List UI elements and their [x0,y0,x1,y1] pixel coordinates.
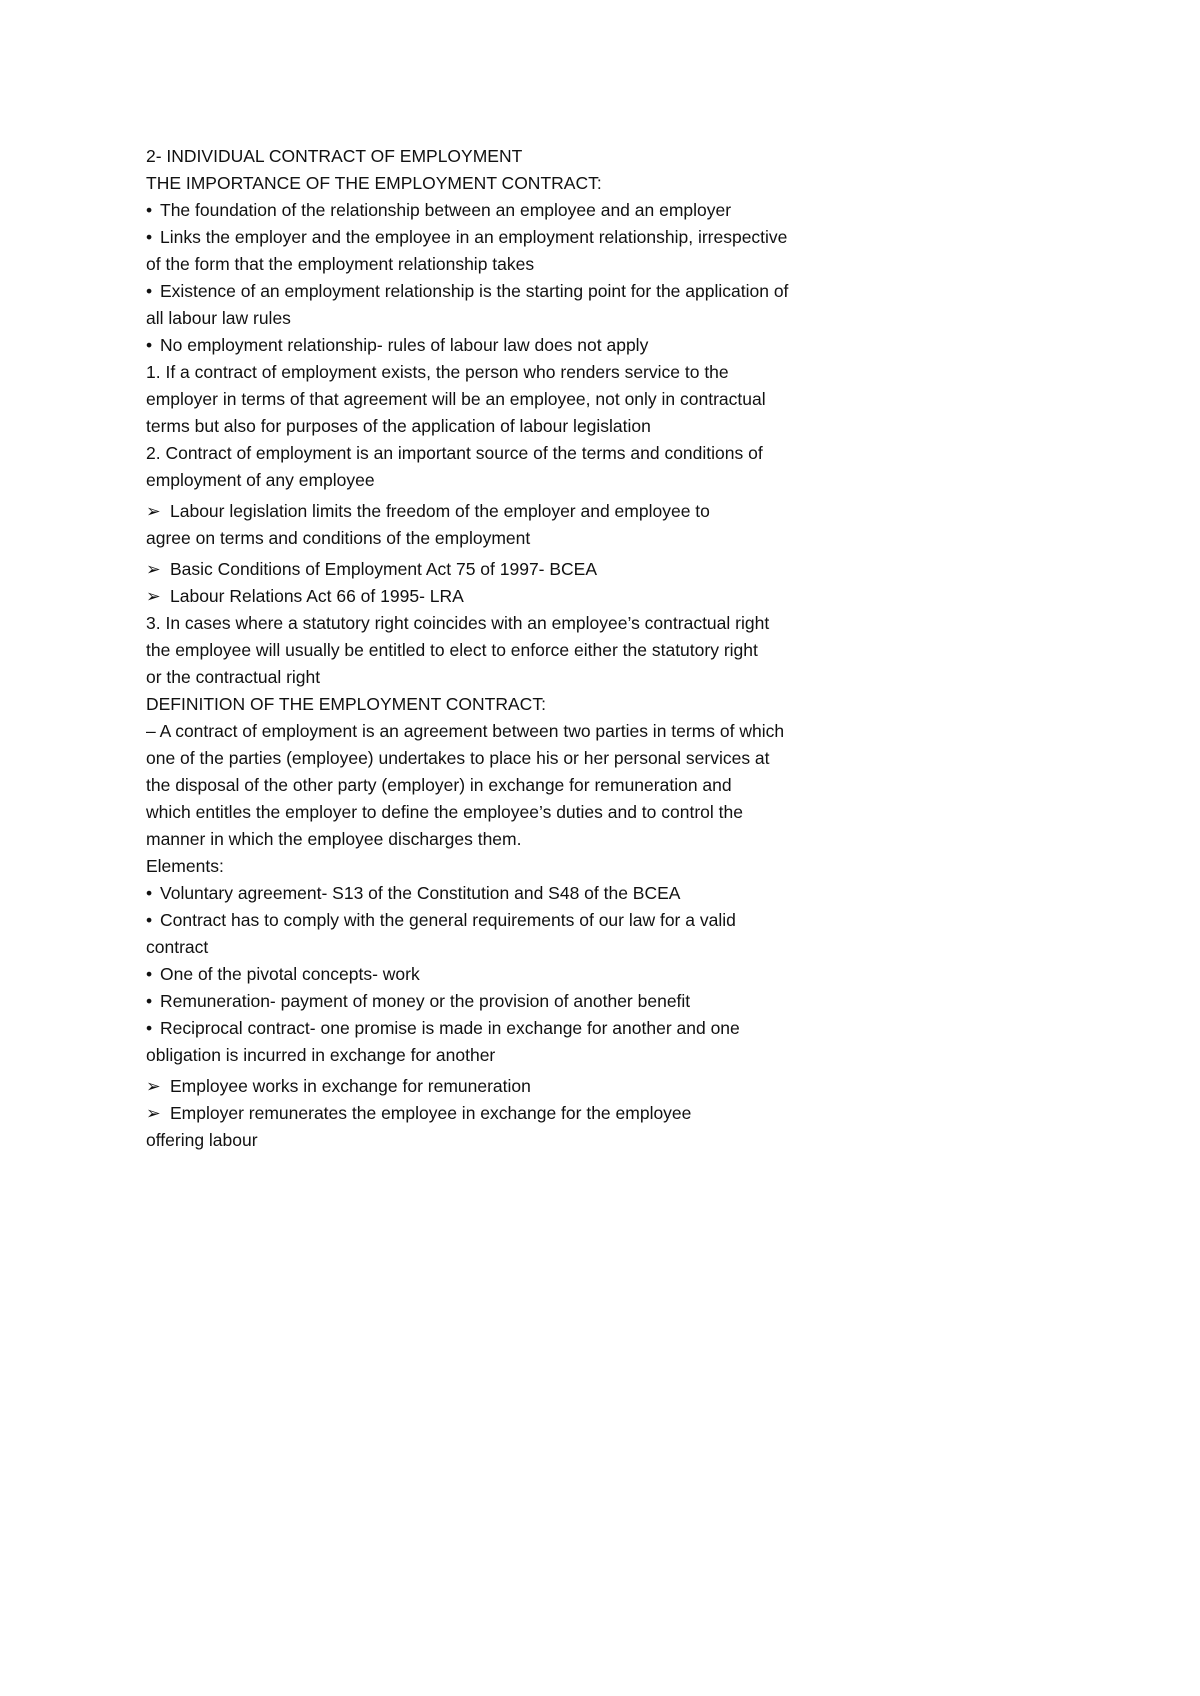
line-text: offering labour [146,1130,258,1150]
line-text: all labour law rules [146,308,291,328]
line-text: – A contract of employment is an agreement between two parties in terms of which [146,721,785,741]
line-text: Voluntary agreement- S13 of the Constitution and S48 of the BCEA [160,883,681,903]
arrow-bullet-icon: ➢ [146,586,161,606]
line-text: Basic Conditions of Employment Act 75 of 1997- BCEA [170,559,598,579]
text-line [146,413,946,440]
bullet-icon: • [146,991,153,1011]
arrow-item [146,1073,946,1100]
text-line [146,826,946,853]
line-text: employment of any employee [146,470,375,490]
line-text: Reciprocal contract- one promise is made in exchange for another and one [160,1018,740,1038]
text-line [146,525,946,552]
line-text: Labour Relations Act 66 of 1995- LRA [170,586,464,606]
bullet-item [146,197,946,224]
text-line [146,934,946,961]
bullet-icon: • [146,200,153,220]
line-text: 1. If a contract of employment exists, the person who renders service to the [146,362,729,382]
text-line [146,1127,946,1154]
line-text: the disposal of the other party (employer) in exchange for remuneration and [146,775,732,795]
line-text: One of the pivotal concepts- work [160,964,420,984]
line-text: The foundation of the relationship between an employee and an employer [160,200,732,220]
line-text: agree on terms and conditions of the employment [146,528,531,548]
arrow-item [146,556,946,583]
arrow-bullet-icon: ➢ [146,559,161,579]
bullet-item [146,332,946,359]
arrow-item [146,1100,946,1127]
line-text: 2- INDIVIDUAL CONTRACT OF EMPLOYMENT [146,146,523,166]
text-line [146,637,946,664]
text-line [146,718,946,745]
line-text: 3. In cases where a statutory right coincides with an employee’s contractual right [146,613,770,633]
line-text: contract [146,937,209,957]
text-line [146,799,946,826]
bullet-item [146,224,946,251]
line-text: Existence of an employment relationship is the starting point for the application of [160,281,789,301]
bullet-icon: • [146,910,153,930]
arrow-item [146,498,946,525]
text-line [146,305,946,332]
line-text: Remuneration- payment of money or the provision of another benefit [160,991,691,1011]
text-line [146,1042,946,1069]
line-text: Employer remunerates the employee in exchange for the employee [170,1103,692,1123]
line-text: terms but also for purposes of the application of labour legislation [146,416,651,436]
document-body [146,143,946,1154]
line-text: THE IMPORTANCE OF THE EMPLOYMENT CONTRACT: [146,173,602,193]
arrow-item [146,583,946,610]
text-line [146,467,946,494]
arrow-bullet-icon: ➢ [146,1076,161,1096]
line-text: of the form that the employment relationship takes [146,254,535,274]
bullet-item [146,961,946,988]
line-text: one of the parties (employee) undertakes to place his or her personal services at [146,748,770,768]
bullet-item [146,278,946,305]
text-line [146,386,946,413]
bullet-icon: • [146,335,153,355]
text-line [146,359,946,386]
line-text: DEFINITION OF THE EMPLOYMENT CONTRACT: [146,694,546,714]
bullet-icon: • [146,281,153,301]
line-text: or the contractual right [146,667,321,687]
section-heading [146,170,946,197]
bullet-icon: • [146,227,153,247]
text-line [146,853,946,880]
text-line [146,745,946,772]
text-line [146,664,946,691]
bullet-icon: • [146,883,153,903]
bullet-icon: • [146,964,153,984]
text-line [146,772,946,799]
line-text: Labour legislation limits the freedom of the employer and employee to [170,501,710,521]
line-text: Employee works in exchange for remuneration [170,1076,531,1096]
section-heading [146,143,946,170]
section-heading [146,691,946,718]
line-text: 2. Contract of employment is an important source of the terms and conditions of [146,443,763,463]
bullet-icon: • [146,1018,153,1038]
bullet-item [146,988,946,1015]
line-text: obligation is incurred in exchange for another [146,1045,496,1065]
text-line [146,440,946,467]
line-text: Contract has to comply with the general requirements of our law for a valid [160,910,736,930]
line-text: Elements: [146,856,224,876]
bullet-item [146,880,946,907]
text-line [146,610,946,637]
bullet-item [146,1015,946,1042]
line-text: the employee will usually be entitled to elect to enforce either the statutory right [146,640,758,660]
text-line [146,251,946,278]
arrow-bullet-icon: ➢ [146,501,161,521]
line-text: No employment relationship- rules of labour law does not apply [160,335,649,355]
line-text: Links the employer and the employee in an employment relationship, irrespective [160,227,788,247]
bullet-item [146,907,946,934]
arrow-bullet-icon: ➢ [146,1103,161,1123]
line-text: which entitles the employer to define the employee’s duties and to control the [146,802,743,822]
line-text: manner in which the employee discharges them. [146,829,522,849]
line-text: employer in terms of that agreement will be an employee, not only in contractual [146,389,766,409]
